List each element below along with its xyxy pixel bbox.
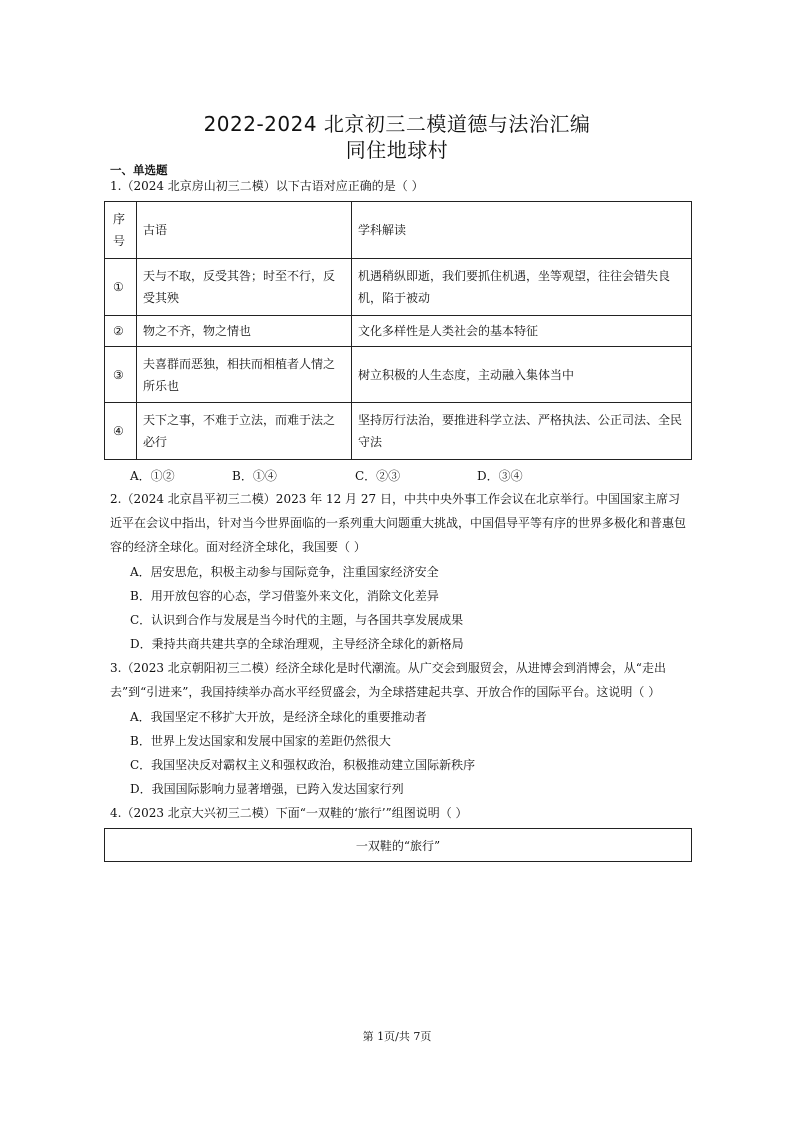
question-3-option-d: D．我国国际影响力显著增强，已跨入发达国家行列 xyxy=(130,782,404,796)
table-row xyxy=(105,316,692,347)
row-quote: 物之不齐，物之情也 xyxy=(137,316,352,347)
row-quote: 天下之事，不难于立法，而难于法之必行 xyxy=(137,403,352,460)
table-header-row xyxy=(105,202,692,259)
question-1-option-d: D．③④ xyxy=(477,469,523,483)
question-2-option-c: C．认识到合作与发展是当今时代的主题，与各国共享发展成果 xyxy=(130,613,464,627)
question-2-stem: 2.（2024 北京昌平初三二模）2023 年 12 月 27 日，中共中央外事工作会议在北京举行。中国国家主席习近平在会议中指出，针对当今世界面临的一系列重大问题重大挑战，中国倡导平等有序的世界多极化和普惠包容的经济全球化。面对经济全球化，我国要（ ） xyxy=(110,492,687,554)
header-cell-quote: 古语 xyxy=(137,202,352,259)
row-number: ④ xyxy=(105,403,137,460)
question-2-option-a: A．居安思危，积极主动参与国际竞争，注重国家经济安全 xyxy=(130,565,439,579)
row-number: ③ xyxy=(105,347,137,403)
table-row xyxy=(105,347,692,403)
question-4-figure-caption xyxy=(104,828,692,862)
row-quote: 夫喜群而恶独，相扶而相植者人情之所乐也 xyxy=(137,347,352,403)
question-1-option-b: B．①④ xyxy=(232,469,277,483)
row-interpretation: 文化多样性是人类社会的基本特征 xyxy=(352,316,692,347)
question-1-option-c: C．②③ xyxy=(355,469,401,483)
header-cell-interpretation: 学科解读 xyxy=(352,202,692,259)
page-footer: 第 1页/共 7页 xyxy=(362,1030,432,1043)
question-3-stem: 3.（2023 北京朝阳初三二模）经济全球化是时代潮流。从广交会到服贸会，从进博会到消博会，从“走出去”到“引进来”，我国持续举办高水平经贸盛会，为全球搭建起共享、开放合作的国际平台。这说明（ ） xyxy=(110,661,666,699)
row-interpretation: 机遇稍纵即逝，我们要抓住机遇，坐等观望，往往会错失良机，陷于被动 xyxy=(352,259,692,316)
question-1-option-a: A．①② xyxy=(130,469,175,483)
table-row xyxy=(105,259,692,316)
question-1-table xyxy=(104,201,692,460)
table-row xyxy=(105,403,692,460)
row-interpretation: 树立积极的人生态度，主动融入集体当中 xyxy=(352,347,692,403)
question-4-stem: 4.（2023 北京大兴初三二模）下面“一双鞋的‘旅行’”组图说明（ ） xyxy=(110,806,468,820)
header-cell-number: 序号 xyxy=(105,202,137,259)
document-title: 2022-2024 北京初三二模道德与法治汇编 xyxy=(203,112,591,136)
row-interpretation: 坚持厉行法治，要推进科学立法、严格执法、公正司法、全民守法 xyxy=(352,403,692,460)
caption-text: 一双鞋的“旅行” xyxy=(355,838,441,853)
question-2-option-d: D．秉持共商共建共享的全球治理观，主导经济全球化的新格局 xyxy=(130,637,464,651)
question-2-option-b: B．用开放包容的心态，学习借鉴外来文化，消除文化差异 xyxy=(130,589,439,603)
row-number: ② xyxy=(105,316,137,347)
row-number: ① xyxy=(105,259,137,316)
question-3-option-b: B．世界上发达国家和发展中国家的差距仍然很大 xyxy=(130,734,391,748)
document-subtitle: 同住地球村 xyxy=(345,138,449,162)
question-3-option-a: A．我国坚定不移扩大开放，是经济全球化的重要推动者 xyxy=(130,710,427,724)
question-1-stem: 1.（2024 北京房山初三二模）以下古语对应正确的是（ ） xyxy=(110,179,424,193)
row-quote: 天与不取，反受其咎；时至不行，反受其殃 xyxy=(137,259,352,316)
question-3-option-c: C．我国坚决反对霸权主义和强权政治，积极推动建立国际新秩序 xyxy=(130,758,476,772)
section-heading: 一、单选题 xyxy=(110,163,168,177)
